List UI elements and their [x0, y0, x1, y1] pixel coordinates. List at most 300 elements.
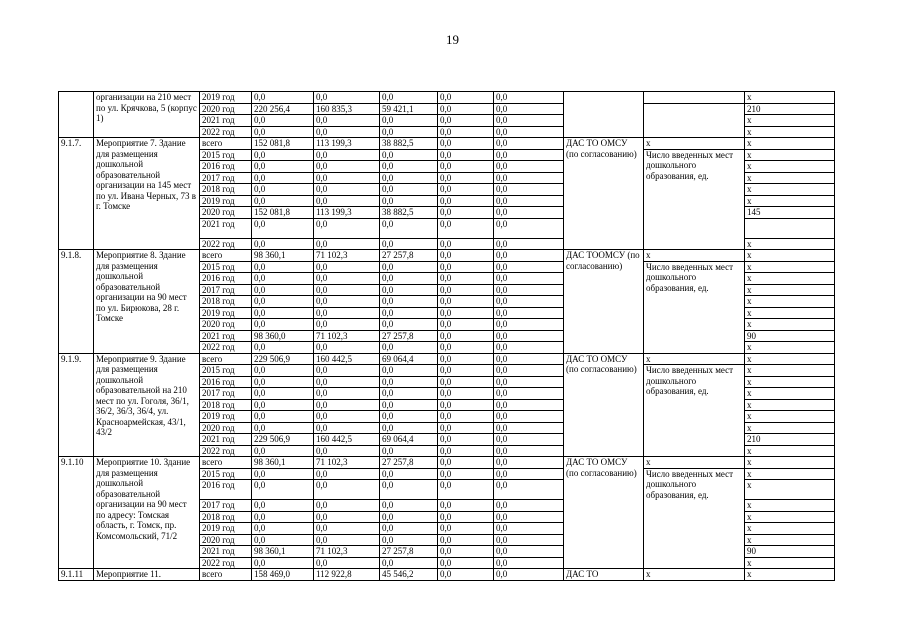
row-code: 9.1.11	[59, 569, 94, 581]
amount-cell: 0,0	[314, 422, 380, 434]
year-cell: 2022 год	[200, 445, 252, 457]
indicator-cell: Число введенных мест дошкольного образования, ед.	[644, 149, 745, 250]
amount-cell: 0,0	[494, 138, 564, 150]
amount-cell: 0,0	[494, 115, 564, 127]
amount-cell: 0,0	[380, 534, 438, 546]
amount-cell: 160 442,5	[314, 353, 380, 365]
amount-cell: 45 546,2	[380, 569, 438, 581]
amount-cell: 0,0	[314, 115, 380, 127]
amount-cell: 0,0	[314, 511, 380, 523]
amount-cell: 0,0	[494, 399, 564, 411]
row-code	[59, 92, 94, 138]
amount-cell: 0,0	[438, 411, 494, 423]
year-cell: всего	[200, 353, 252, 365]
amount-cell: 0,0	[314, 388, 380, 400]
table-row	[59, 457, 835, 469]
amount-cell: 229 506,9	[252, 434, 314, 446]
amount-cell: 69 064,4	[380, 434, 438, 446]
amount-cell: 0,0	[494, 103, 564, 115]
table-row	[59, 569, 835, 581]
amount-cell: 0,0	[494, 250, 564, 262]
amount-cell: 0,0	[380, 399, 438, 411]
year-cell: всего	[200, 138, 252, 150]
target-value-cell: x	[745, 569, 835, 581]
amount-cell: 59 421,1	[380, 103, 438, 115]
amount-cell: 71 102,3	[314, 457, 380, 469]
amount-cell: 0,0	[314, 399, 380, 411]
year-cell: 2020 год	[200, 534, 252, 546]
target-value-cell: x	[745, 284, 835, 296]
amount-cell: 0,0	[438, 422, 494, 434]
amount-cell: 0,0	[494, 523, 564, 535]
amount-cell: 0,0	[252, 307, 314, 319]
year-cell: 2018 год	[200, 399, 252, 411]
amount-cell: 0,0	[252, 126, 314, 138]
indicator-mark: x	[644, 457, 745, 469]
target-value-cell: x	[745, 115, 835, 127]
amount-cell: 0,0	[252, 376, 314, 388]
amount-cell: 0,0	[438, 319, 494, 331]
amount-cell: 0,0	[252, 557, 314, 569]
year-cell: 2021 год	[200, 218, 252, 238]
amount-cell: 158 469,0	[252, 569, 314, 581]
amount-cell: 0,0	[438, 103, 494, 115]
amount-cell: 0,0	[314, 92, 380, 104]
amount-cell: 0,0	[438, 500, 494, 512]
amount-cell: 152 081,8	[252, 138, 314, 150]
amount-cell: 0,0	[314, 273, 380, 285]
year-cell: 2019 год	[200, 307, 252, 319]
amount-cell: 0,0	[494, 184, 564, 196]
target-value-cell: 210	[745, 103, 835, 115]
year-cell: 2015 год	[200, 365, 252, 377]
year-cell: 2022 год	[200, 126, 252, 138]
table-row	[59, 92, 835, 104]
target-value-cell: x	[745, 273, 835, 285]
amount-cell: 0,0	[380, 388, 438, 400]
amount-cell: 0,0	[438, 184, 494, 196]
year-cell: 2020 год	[200, 422, 252, 434]
amount-cell: 0,0	[380, 195, 438, 207]
indicator-cell	[644, 103, 745, 138]
amount-cell: 0,0	[314, 238, 380, 250]
amount-cell: 0,0	[494, 376, 564, 388]
amount-cell: 0,0	[438, 238, 494, 250]
indicator-cell: Число введенных мест дошкольного образования, ед.	[644, 261, 745, 353]
amount-cell: 0,0	[380, 261, 438, 273]
amount-cell: 0,0	[252, 422, 314, 434]
amount-cell: 0,0	[252, 161, 314, 173]
amount-cell: 0,0	[494, 218, 564, 238]
target-value-cell: x	[745, 411, 835, 423]
amount-cell: 0,0	[494, 365, 564, 377]
amount-cell: 0,0	[314, 126, 380, 138]
year-cell: 2016 год	[200, 273, 252, 285]
amount-cell: 0,0	[252, 296, 314, 308]
amount-cell: 0,0	[314, 296, 380, 308]
amount-cell: 0,0	[252, 342, 314, 354]
amount-cell: 0,0	[438, 330, 494, 342]
amount-cell: 0,0	[494, 569, 564, 581]
year-cell: 2016 год	[200, 480, 252, 500]
amount-cell: 0,0	[438, 353, 494, 365]
amount-cell: 0,0	[252, 92, 314, 104]
amount-cell: 0,0	[252, 115, 314, 127]
amount-cell: 0,0	[494, 319, 564, 331]
amount-cell: 0,0	[380, 422, 438, 434]
target-value-cell: x	[745, 238, 835, 250]
amount-cell: 0,0	[380, 365, 438, 377]
amount-cell: 0,0	[252, 411, 314, 423]
amount-cell: 0,0	[380, 284, 438, 296]
target-value-cell	[745, 218, 835, 238]
amount-cell: 0,0	[314, 342, 380, 354]
amount-cell: 0,0	[380, 500, 438, 512]
amount-cell: 71 102,3	[314, 250, 380, 262]
amount-cell: 0,0	[380, 319, 438, 331]
amount-cell: 0,0	[314, 261, 380, 273]
year-cell: 2017 год	[200, 172, 252, 184]
amount-cell: 0,0	[314, 172, 380, 184]
row-name: Мероприятие 8. Здание для размещения дошкольной образовательной организации на 90 мест по ул. Бирюкова, 28 г. Томске	[94, 250, 200, 354]
amount-cell: 0,0	[252, 511, 314, 523]
amount-cell: 0,0	[380, 149, 438, 161]
target-value-cell: x	[745, 457, 835, 469]
amount-cell: 0,0	[314, 161, 380, 173]
amount-cell: 0,0	[438, 207, 494, 219]
amount-cell: 0,0	[438, 92, 494, 104]
amount-cell: 0,0	[314, 218, 380, 238]
row-name: Мероприятие 9. Здание для размещения дошкольной образовательной на 210 мест по ул. Гоголя, 36/1, 36/2, 36/3, 36/4, ул. Красноармейская, 43/1, 43/2	[94, 353, 200, 457]
target-value-cell: x	[745, 511, 835, 523]
target-value-cell: x	[745, 342, 835, 354]
target-value-cell: x	[745, 172, 835, 184]
amount-cell: 113 199,3	[314, 207, 380, 219]
year-cell: 2017 год	[200, 500, 252, 512]
amount-cell: 0,0	[438, 195, 494, 207]
year-cell: 2015 год	[200, 149, 252, 161]
amount-cell: 0,0	[380, 468, 438, 480]
amount-cell: 0,0	[438, 250, 494, 262]
amount-cell: 0,0	[438, 172, 494, 184]
amount-cell: 98 360,0	[252, 330, 314, 342]
amount-cell: 160 835,3	[314, 103, 380, 115]
amount-cell: 0,0	[438, 399, 494, 411]
amount-cell: 0,0	[438, 273, 494, 285]
amount-cell: 27 257,8	[380, 330, 438, 342]
amount-cell: 0,0	[380, 445, 438, 457]
target-value-cell: x	[745, 307, 835, 319]
amount-cell: 0,0	[494, 172, 564, 184]
amount-cell: 0,0	[494, 342, 564, 354]
year-cell: 2018 год	[200, 296, 252, 308]
amount-cell: 98 360,1	[252, 546, 314, 558]
amount-cell: 0,0	[314, 195, 380, 207]
target-value-cell: x	[745, 399, 835, 411]
indicator-cell: Число введенных мест дошкольного образования, ед.	[644, 468, 745, 569]
target-value-cell: x	[745, 161, 835, 173]
amount-cell: 0,0	[438, 342, 494, 354]
executor-cell	[564, 92, 644, 138]
amount-cell: 0,0	[494, 207, 564, 219]
amount-cell: 0,0	[314, 376, 380, 388]
amount-cell: 0,0	[494, 307, 564, 319]
page-number: 19	[446, 32, 459, 47]
amount-cell: 0,0	[314, 557, 380, 569]
amount-cell: 0,0	[494, 330, 564, 342]
year-cell: 2016 год	[200, 376, 252, 388]
amount-cell: 0,0	[494, 457, 564, 469]
amount-cell: 0,0	[252, 523, 314, 535]
amount-cell: 0,0	[252, 319, 314, 331]
amount-cell: 0,0	[252, 261, 314, 273]
target-value-cell: x	[745, 184, 835, 196]
amount-cell: 113 199,3	[314, 138, 380, 150]
amount-cell: 0,0	[252, 500, 314, 512]
amount-cell: 0,0	[252, 218, 314, 238]
amount-cell: 0,0	[380, 161, 438, 173]
amount-cell: 0,0	[438, 388, 494, 400]
amount-cell: 0,0	[494, 92, 564, 104]
row-name: Мероприятие 7. Здание для размещения дошкольной образовательной организации на 145 мест по ул. Ивана Черных, 73 в г. Томске	[94, 138, 200, 250]
amount-cell: 0,0	[438, 376, 494, 388]
amount-cell: 0,0	[494, 161, 564, 173]
amount-cell: 0,0	[252, 184, 314, 196]
target-value-cell: x	[745, 500, 835, 512]
year-cell: всего	[200, 250, 252, 262]
target-value-cell: x	[745, 250, 835, 262]
target-value-cell: x	[745, 138, 835, 150]
year-cell: 2017 год	[200, 388, 252, 400]
amount-cell: 0,0	[314, 523, 380, 535]
target-value-cell: x	[745, 468, 835, 480]
table-row	[59, 138, 835, 150]
amount-cell: 0,0	[380, 296, 438, 308]
amount-cell: 0,0	[314, 534, 380, 546]
amount-cell: 0,0	[314, 445, 380, 457]
year-cell: 2019 год	[200, 411, 252, 423]
year-cell: 2020 год	[200, 207, 252, 219]
amount-cell: 71 102,3	[314, 330, 380, 342]
amount-cell: 0,0	[252, 195, 314, 207]
amount-cell: 0,0	[494, 149, 564, 161]
amount-cell: 0,0	[380, 307, 438, 319]
indicator-mark	[644, 92, 745, 104]
amount-cell: 0,0	[494, 284, 564, 296]
table-row	[59, 353, 835, 365]
year-cell: 2020 год	[200, 319, 252, 331]
amount-cell: 0,0	[438, 138, 494, 150]
year-cell: 2021 год	[200, 330, 252, 342]
amount-cell: 0,0	[380, 126, 438, 138]
amount-cell: 0,0	[494, 557, 564, 569]
amount-cell: 69 064,4	[380, 353, 438, 365]
row-code: 9.1.9.	[59, 353, 94, 457]
target-value-cell: x	[745, 557, 835, 569]
executor-cell: ДАС ТООМСУ (по согласованию)	[564, 250, 644, 354]
amount-cell: 0,0	[314, 149, 380, 161]
year-cell: 2015 год	[200, 468, 252, 480]
amount-cell: 0,0	[380, 480, 438, 500]
amount-cell: 0,0	[438, 218, 494, 238]
target-value-cell: x	[745, 195, 835, 207]
year-cell: 2018 год	[200, 184, 252, 196]
amount-cell: 0,0	[494, 296, 564, 308]
year-cell: всего	[200, 457, 252, 469]
amount-cell: 220 256,4	[252, 103, 314, 115]
target-value-cell: 90	[745, 330, 835, 342]
amount-cell: 0,0	[314, 284, 380, 296]
amount-cell: 0,0	[438, 468, 494, 480]
amount-cell: 0,0	[438, 115, 494, 127]
amount-cell: 0,0	[438, 445, 494, 457]
target-value-cell: x	[745, 376, 835, 388]
indicator-mark: x	[644, 569, 745, 581]
target-value-cell: x	[745, 149, 835, 161]
amount-cell: 0,0	[438, 307, 494, 319]
amount-cell: 0,0	[252, 172, 314, 184]
amount-cell: 0,0	[438, 365, 494, 377]
amount-cell: 0,0	[438, 546, 494, 558]
target-value-cell: x	[745, 319, 835, 331]
indicator-mark: x	[644, 138, 745, 150]
executor-cell: ДАС ТО	[564, 569, 644, 581]
amount-cell: 38 882,5	[380, 138, 438, 150]
row-code: 9.1.10	[59, 457, 94, 569]
year-cell: 2015 год	[200, 261, 252, 273]
amount-cell: 0,0	[252, 534, 314, 546]
amount-cell: 0,0	[380, 218, 438, 238]
indicator-mark: x	[644, 250, 745, 262]
executor-cell: ДАС ТО ОМСУ (по согласованию)	[564, 457, 644, 569]
amount-cell: 27 257,8	[380, 250, 438, 262]
year-cell: всего	[200, 569, 252, 581]
table-row	[59, 250, 835, 262]
year-cell: 2022 год	[200, 238, 252, 250]
amount-cell: 0,0	[314, 411, 380, 423]
amount-cell: 0,0	[380, 115, 438, 127]
amount-cell: 0,0	[494, 480, 564, 500]
target-value-cell: x	[745, 92, 835, 104]
amount-cell: 0,0	[314, 480, 380, 500]
amount-cell: 98 360,1	[252, 457, 314, 469]
amount-cell: 0,0	[314, 184, 380, 196]
amount-cell: 0,0	[314, 365, 380, 377]
amount-cell: 0,0	[438, 457, 494, 469]
year-cell: 2019 год	[200, 92, 252, 104]
budget-table	[58, 91, 835, 581]
amount-cell: 0,0	[380, 523, 438, 535]
indicator-cell: Число введенных мест дошкольного образования, ед.	[644, 365, 745, 457]
amount-cell: 0,0	[314, 468, 380, 480]
amount-cell: 229 506,9	[252, 353, 314, 365]
amount-cell: 0,0	[380, 342, 438, 354]
target-value-cell: x	[745, 353, 835, 365]
executor-cell: ДАС ТО ОМСУ (по согласованию)	[564, 353, 644, 457]
target-value-cell: x	[745, 422, 835, 434]
amount-cell: 0,0	[494, 353, 564, 365]
amount-cell: 0,0	[494, 434, 564, 446]
year-cell: 2021 год	[200, 434, 252, 446]
amount-cell: 0,0	[438, 161, 494, 173]
amount-cell: 0,0	[438, 511, 494, 523]
amount-cell: 0,0	[380, 376, 438, 388]
amount-cell: 0,0	[252, 149, 314, 161]
amount-cell: 0,0	[252, 238, 314, 250]
amount-cell: 0,0	[438, 569, 494, 581]
row-code: 9.1.8.	[59, 250, 94, 354]
target-value-cell: x	[745, 261, 835, 273]
amount-cell: 0,0	[252, 284, 314, 296]
amount-cell: 0,0	[314, 500, 380, 512]
amount-cell: 71 102,3	[314, 546, 380, 558]
year-cell: 2019 год	[200, 195, 252, 207]
row-name: Мероприятие 11.	[94, 569, 200, 581]
amount-cell: 0,0	[494, 500, 564, 512]
amount-cell: 0,0	[494, 534, 564, 546]
amount-cell: 0,0	[252, 365, 314, 377]
row-code: 9.1.7.	[59, 138, 94, 250]
target-value-cell: x	[745, 126, 835, 138]
amount-cell: 0,0	[252, 480, 314, 500]
year-cell: 2019 год	[200, 523, 252, 535]
indicator-mark: x	[644, 353, 745, 365]
year-cell: 2022 год	[200, 557, 252, 569]
amount-cell: 0,0	[380, 511, 438, 523]
target-value-cell: x	[745, 480, 835, 500]
target-value-cell: x	[745, 388, 835, 400]
amount-cell: 0,0	[380, 172, 438, 184]
year-cell: 2022 год	[200, 342, 252, 354]
amount-cell: 98 360,1	[252, 250, 314, 262]
year-cell: 2021 год	[200, 546, 252, 558]
amount-cell: 0,0	[494, 126, 564, 138]
amount-cell: 0,0	[438, 557, 494, 569]
amount-cell: 0,0	[438, 126, 494, 138]
amount-cell: 0,0	[380, 238, 438, 250]
year-cell: 2016 год	[200, 161, 252, 173]
year-cell: 2021 год	[200, 115, 252, 127]
amount-cell: 0,0	[494, 546, 564, 558]
amount-cell: 152 081,8	[252, 207, 314, 219]
amount-cell: 0,0	[438, 534, 494, 546]
target-value-cell: x	[745, 296, 835, 308]
amount-cell: 0,0	[438, 434, 494, 446]
amount-cell: 0,0	[494, 238, 564, 250]
target-value-cell: x	[745, 365, 835, 377]
amount-cell: 0,0	[380, 184, 438, 196]
amount-cell: 27 257,8	[380, 546, 438, 558]
amount-cell: 160 442,5	[314, 434, 380, 446]
amount-cell: 0,0	[438, 284, 494, 296]
amount-cell: 0,0	[438, 480, 494, 500]
target-value-cell: x	[745, 523, 835, 535]
amount-cell: 0,0	[438, 149, 494, 161]
target-value-cell: x	[745, 534, 835, 546]
target-value-cell: 145	[745, 207, 835, 219]
amount-cell: 0,0	[252, 273, 314, 285]
amount-cell: 0,0	[494, 445, 564, 457]
target-value-cell: 90	[745, 546, 835, 558]
amount-cell: 0,0	[438, 296, 494, 308]
amount-cell: 0,0	[494, 261, 564, 273]
row-name: организации на 210 мест по ул. Крячкова, 5 (корпус 1)	[94, 92, 200, 138]
amount-cell: 0,0	[438, 261, 494, 273]
amount-cell: 0,0	[380, 273, 438, 285]
amount-cell: 0,0	[380, 92, 438, 104]
amount-cell: 0,0	[380, 411, 438, 423]
row-name: Мероприятие 10. Здание для размещения дошкольной образовательной организации на 90 мест по адресу: Томская область, г. Томск, пр. Комсомольский, 71/2	[94, 457, 200, 569]
